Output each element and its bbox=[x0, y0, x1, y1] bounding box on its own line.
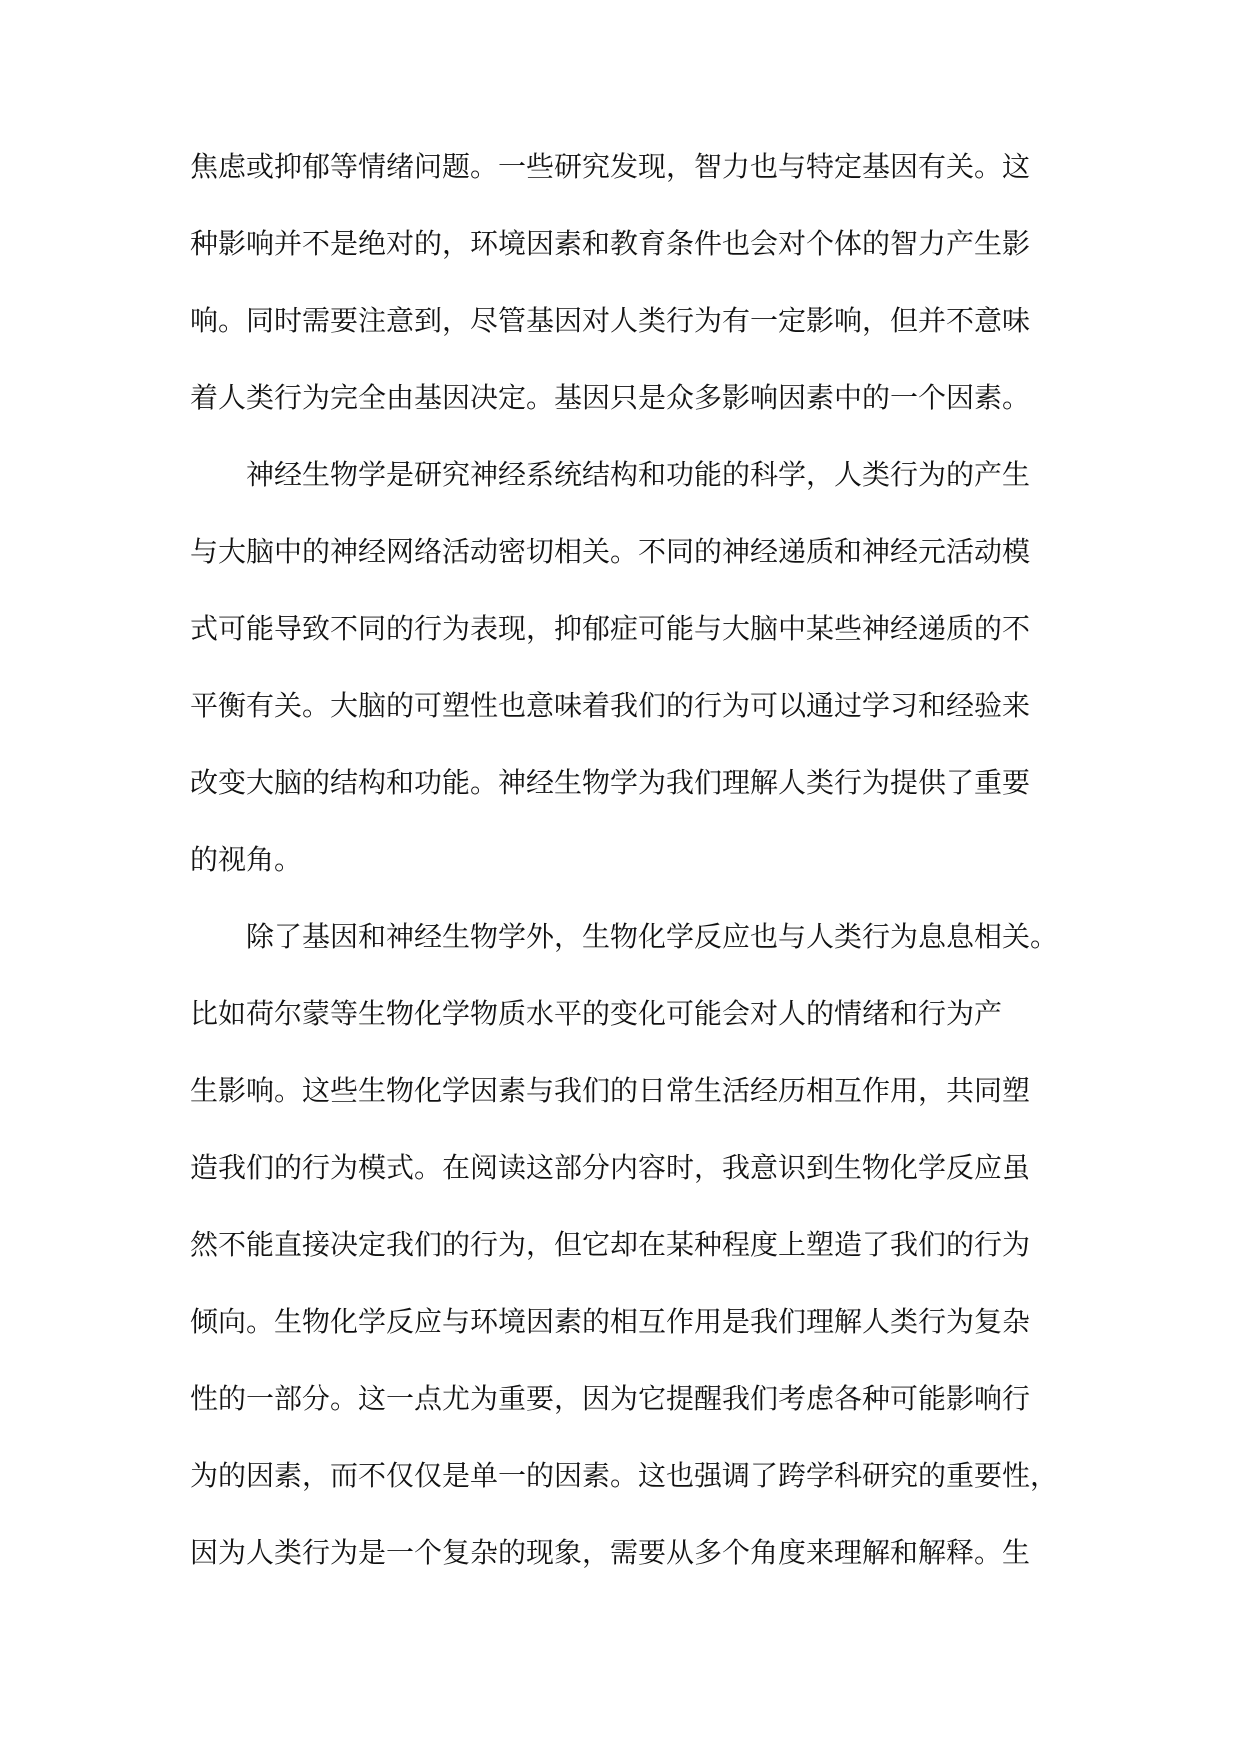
text-line: 响。同时需要注意到，尽管基因对人类行为有一定影响，但并不意味 bbox=[190, 304, 1031, 337]
text-line: 平衡有关。大脑的可塑性也意味着我们的行为可以通过学习和经验来 bbox=[190, 689, 1031, 722]
text-line: 式可能导致不同的行为表现，抑郁症可能与大脑中某些神经递质的不 bbox=[190, 612, 1031, 645]
text-line: 造我们的行为模式。在阅读这部分内容时，我意识到生物化学反应虽 bbox=[190, 1151, 1031, 1184]
text-line: 与大脑中的神经网络活动密切相关。不同的神经递质和神经元活动模 bbox=[190, 535, 1031, 568]
text-line: 比如荷尔蒙等生物化学物质水平的变化可能会对人的情绪和行为产 bbox=[190, 997, 1003, 1030]
text-line: 生影响。这些生物化学因素与我们的日常生活经历相互作用，共同塑 bbox=[190, 1074, 1031, 1107]
text-line: 倾向。生物化学反应与环境因素的相互作用是我们理解人类行为复杂 bbox=[190, 1305, 1031, 1338]
text-line: 种影响并不是绝对的，环境因素和教育条件也会对个体的智力产生影 bbox=[190, 227, 1031, 260]
paragraph-first-line: 除了基因和神经生物学外，生物化学反应也与人类行为息息相关。 bbox=[246, 920, 1059, 953]
text-line: 因为人类行为是一个复杂的现象，需要从多个角度来理解和解释。生 bbox=[190, 1536, 1031, 1569]
text-line: 改变大脑的结构和功能。神经生物学为我们理解人类行为提供了重要 bbox=[190, 766, 1031, 799]
body-text bbox=[190, 149, 1060, 1612]
text-line: 性的一部分。这一点尤为重要，因为它提醒我们考虑各种可能影响行 bbox=[190, 1382, 1031, 1415]
text-line: 的视角。 bbox=[190, 843, 303, 876]
text-line: 焦虑或抑郁等情绪问题。一些研究发现，智力也与特定基因有关。这 bbox=[190, 150, 1031, 183]
text-line: 为的因素，而不仅仅是单一的因素。这也强调了跨学科研究的重要性， bbox=[190, 1459, 1059, 1492]
text-line: 着人类行为完全由基因决定。基因只是众多影响因素中的一个因素。 bbox=[190, 381, 1031, 414]
text-line: 然不能直接决定我们的行为，但它却在某种程度上塑造了我们的行为 bbox=[190, 1228, 1031, 1261]
paragraph-first-line: 神经生物学是研究神经系统结构和功能的科学，人类行为的产生 bbox=[246, 458, 1031, 491]
